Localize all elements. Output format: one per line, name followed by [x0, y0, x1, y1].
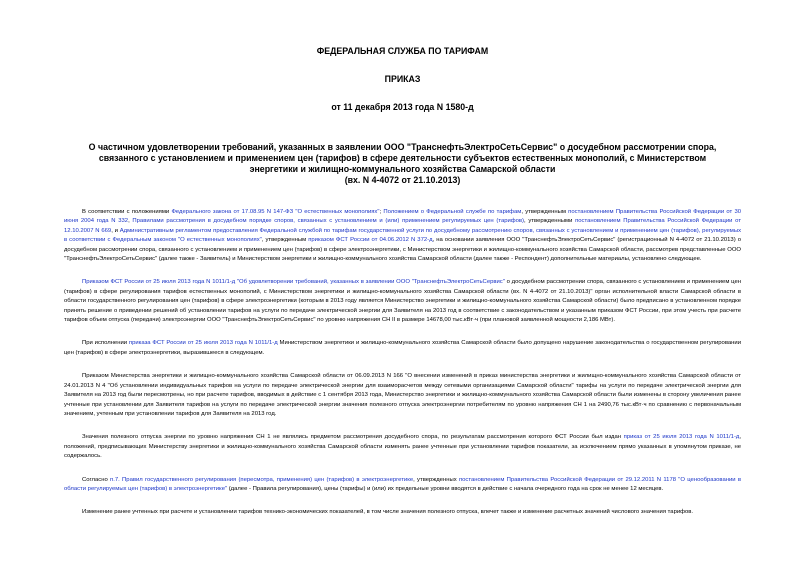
document-body — [64, 208, 741, 518]
text-run: Министерством энергетики и жилищно-коммунального хозяйства Самарской области было допущено нарушение законодательства о государственном регулировании цен (тарифов) в сфере электроэнергетики, выразившееся в следующем. — [64, 340, 741, 356]
fst-order-372d-link[interactable]: приказом ФСТ России от 04.06.2012 N 372-д — [308, 237, 433, 244]
administrative-regulation-link[interactable]: Административным регламентом предоставления Федеральной службой по тарифам государственной услуги по досудебному рассмотрению споров, связанных с установлением и применением цен (тарифов), регулируемых в соответствии с Федеральным законом "О естественных монополиях" — [64, 227, 742, 244]
document-title-sub: (вх. N 4-4072 от 21.10.2013) — [344, 175, 461, 185]
text-run: В соответствии с положениями — [82, 209, 172, 215]
text-run: Согласно — [82, 476, 111, 483]
paragraph-3 — [64, 339, 741, 358]
pricing-rules-link[interactable]: п.7. Правил государственного регулирования (пересмотра, применения) цен (тарифов) в электроэнергетике — [110, 476, 414, 483]
paragraph-1 — [64, 208, 741, 264]
text-run: , и — [111, 227, 120, 234]
text-run: Значения полезного отпуска энергии по уровню напряжения СН 1 не являлись предметом рассмотрения досудебного спора, по результатам рассмотрения которого ФСТ России был издан — [82, 434, 624, 441]
paragraph-4 — [64, 372, 741, 419]
fst-order-1011-link[interactable]: приказа ФСТ России от 25 июля 2013 года N 1011/1-д — [128, 340, 278, 347]
fst-order-1011-link[interactable]: Приказом ФСТ России от 25 июля 2013 года N 1011/1-д "Об удовлетворении требований, указанных в заявлении ООО "ТранснефтьЭлектроСетьСервис" — [82, 279, 505, 286]
text-run: Изменение ранее учтенных при расчете и установлении тарифов технико-экономических показателей, в том числе значения полезного отпуска, влечет также и изменение расчетных значений числового значения тарифов. — [82, 509, 694, 516]
text-run: о досудебном рассмотрении спора, связанного с установлением и применением цен (тарифов) в сфере регулирования тарифов естественных монополий, с Министерством энергетики и жилищно-коммунального хозяйства Самарской области (вх. N 4-4072 от 21.10.2013)" орган исполнительной власти Самарской области в области государственного регулирования цен (тарифов) в сфере электроэнергетики (которым в 2013 году является Министерство энергетики и жилищно-коммунального хозяйства Самарской области) было предписано в установленном порядке принять решение о приведении решений об установлении тарифов на услуги по передаче электрической энергии для Заявителя на 2013 год в соответствие с законодательством и указанным приказом ФСТ России, при этом учесть при расчете тарифов объем отпуска (передачи) электроэнергии ООО "ТранснефтьЭлектроСетьСервис" по уровню напряжения СН II в размере 14678,00 тыс.кВт·ч (при плановой заявленной мощности 2,186 МВт). — [64, 279, 741, 324]
text-run: Приказом Министерства энергетики и жилищно-коммунального хозяйства Самарской области от 06.09.2013 N 166 "О внесении изменений в приказ министерства энергетики и жилищно-коммунального хозяйства Самарской области от 24.01.2013 N 4 "Об установлении индивидуальных тарифов на услуги по передаче электрической энергии для взаиморасчетов между сетевыми организациями Самарской области" тарифы на услуги по передаче электрической энергии для Заявителя на 2013 год были пересмотрены, но при расчете тарифов, вводимых в действие с 1 сентября 2013 года, Министерство энергетики и жилищно-коммунального хозяйства Самарской области были изменены в сторону увеличения ранее учтенные при установлении для Заявителя тарифов на услуги по передаче электрической энергии значения полезного отпуска электроэнергии потребителям по уровню напряжения СН 1 на 2490,76 тыс.кВт·ч по сравнению с первоначальным значением, учтенным при установлении тарифов для Заявителя на 2013 год. — [64, 373, 741, 417]
agency-heading: ФЕДЕРАЛЬНАЯ СЛУЖБА ПО ТАРИФАМ — [316, 46, 489, 56]
text-run: , утвержденными — [524, 218, 576, 225]
government-decree-669-link[interactable]: постановлением Правительства Российской Федерации от 12.10.2007 N 669 — [64, 218, 742, 234]
text-run: , утвержденным — [521, 209, 569, 215]
document-title — [74, 142, 731, 186]
government-decree-1178-link[interactable]: постановлением Правительства Российской Федерации от 29.12.2011 N 1178 "О ценообразовании в области регулируемых цен (тарифов) в электроэнергетике" — [64, 476, 741, 492]
document-type-heading: ПРИКАЗ — [384, 74, 421, 84]
document-date-heading: от 11 декабря 2013 года N 1580-д — [331, 102, 474, 112]
text-run: ; — [379, 209, 384, 215]
document-title-main: О частичном удовлетворении требований, указанных в заявлении ООО "ТранснефтьЭлектроСетьСервис" о досудебном рассмотрении спора, связанного с установлением и применением цен (тарифов) в сфере деятельности субъектов естественных монополий, с Министерством энергетики и жилищно-коммунального хозяйства Самарской области — [88, 142, 717, 174]
government-decree-332-link[interactable]: постановлением Правительства Российской Федерации от 30 июня 2004 года N 332 — [64, 209, 741, 225]
dispute-rules-link[interactable]: Правилами рассмотрения в досудебном порядке споров, связанных с установлением и (или) применением регулируемых цен (тарифов) — [132, 218, 525, 225]
text-run: (далее - Правила регулирования), цены (тарифы) и (или) их предельные уровни вводятся в действие с начала очередного года на срок не менее 12 месяцев. — [227, 485, 664, 492]
fts-regulation-link[interactable]: Положением о Федеральной службе по тарифам — [383, 209, 522, 215]
text-run: При исполнении — [82, 340, 129, 347]
paragraph-5 — [64, 433, 741, 461]
text-run: , положений, предписывающих Министерству энергетики и жилищно-коммунального хозяйства Самарской области изменять ранее учтенные при установлении тарифов показатели, за исключением прямо указанных в упомянутом приказе, не содержалось. — [64, 434, 741, 460]
text-run: , на основании заявления ООО "ТранснефтьЭлектроСетьСервис" (регистрационный N 4-4072 от 21.10.2013) о досудебном рассмотрении спора, связанного с установлением и применением цен (тарифов) в сфере электроэнергетики, с Министерством энергетики и жилищно-коммунального хозяйства Самарской области, рассмотрев представленные ООО "ТранснефтьЭлектроСетьСервис" (далее также - Заявитель) и Министерством энергетики и жилищно-коммунального хозяйства Самарской области (далее также - Респондент) дополнительные материалы, установлено следующее. — [64, 237, 741, 263]
paragraph-6 — [64, 476, 741, 495]
text-run: , утвержденных — [413, 476, 459, 483]
law-link-147fz[interactable]: Федерального закона от 17.08.95 N 147-ФЗ "О естественных монополиях" — [171, 209, 380, 215]
text-run: , — [128, 218, 133, 225]
paragraph-7 — [64, 508, 741, 517]
paragraph-2 — [64, 278, 741, 325]
fst-order-1011-link[interactable]: приказ от 25 июля 2013 года N 1011/1-д — [623, 434, 740, 441]
text-run: , утвержденным — [261, 237, 309, 244]
